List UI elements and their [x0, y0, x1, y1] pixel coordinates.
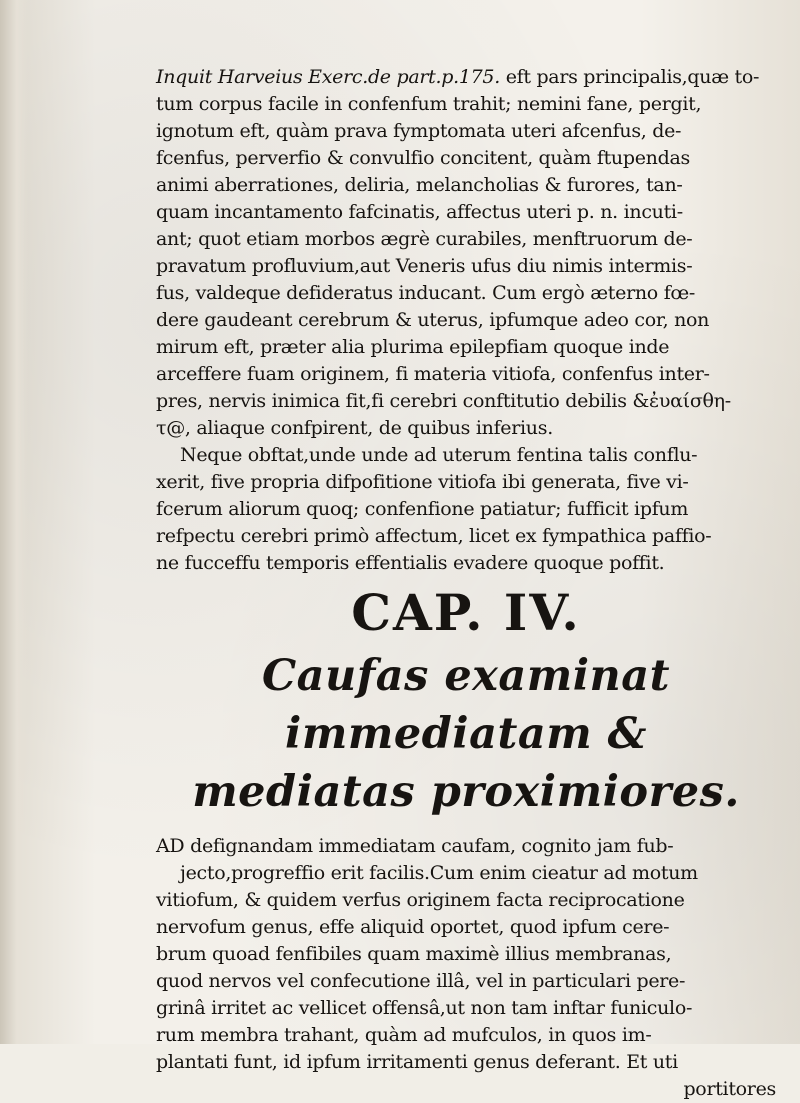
text-line: xerit, five propria difpofitione vitiofa ibi generata, five vi- [156, 471, 689, 493]
text-line: vitiofum, & quidem verfus originem facta reciprocatione [156, 889, 685, 911]
text-line: brum quoad fenfibiles quam maximè illius membranas, [156, 943, 672, 965]
text-line: grinâ irritet ac vellicet offensâ,ut non tam inftar funiculo- [156, 997, 693, 1019]
text-column [156, 64, 776, 1103]
chapter-heading: CAP. IV. [351, 583, 581, 642]
citation: Inquit Harveius Exerc.de part.p.175. [156, 66, 500, 88]
text-line: ant; quot etiam morbos ægrè curabiles, menftruorum de- [156, 228, 693, 250]
text-line: ignotum eft, quàm prava fymptomata uteri afcenfus, de- [156, 120, 682, 142]
text-line: animi aberrationes, deliria, melancholias & furores, tan- [156, 174, 683, 196]
text-line: quam incantamento fafcinatis, affectus uteri p. n. incuti- [156, 201, 683, 223]
text-line: fus, valdeque defideratus inducant. Cum ergò æterno fœ- [156, 282, 696, 304]
text-line: plantati funt, id ipfum irritamenti genus deferant. Et uti [156, 1051, 678, 1073]
text-line: fcenfus, perverfio & convulfio concitent, quàm ftupendas [156, 147, 690, 169]
text-line: refpectu cerebri primò affectum, licet ex fympathica paffio- [156, 525, 712, 547]
text-fragment: eft pars principalis,quæ to- [499, 66, 760, 88]
text-line: nervofum genus, effe aliquid oportet, quod ipfum cere- [156, 916, 670, 938]
text-line: jecto,progreffio erit facilis.Cum enim cieatur ad motum [180, 862, 698, 884]
paragraph-2 [156, 442, 776, 577]
paragraph-3 [156, 833, 776, 1103]
text-line: rum membra trahant, quàm ad mufculos, in quos im- [156, 1024, 652, 1046]
page-gutter-shadow [0, 0, 28, 1044]
text-line [156, 64, 776, 91]
paragraph-1 [156, 64, 776, 442]
text-line: quod nervos vel confecutione illâ, vel in particulari pere- [156, 970, 686, 992]
chapter-subtitle [156, 647, 776, 821]
text-line: tum corpus facile in confenfum trahit; nemini fane, pergit, [156, 93, 702, 115]
text-line: pravatum profluvium,aut Veneris ufus diu nimis intermis- [156, 255, 693, 277]
text-line: τ@, aliaque confpirent, de quibus inferius. [156, 417, 553, 439]
catchword: portitores [683, 1078, 776, 1100]
text-line: mirum eft, præter alia plurima epilepfiam quoque inde [156, 336, 670, 358]
text-line: Neque obftat,unde unde ad uterum fentina talis conflu- [180, 444, 698, 466]
text-line: dere gaudeant cerebrum & uterus, ipfumque adeo cor, non [156, 309, 710, 331]
subtitle-line: mediatas proximiores. [192, 767, 740, 817]
text-line: pres, nervis inimica fit,fi cerebri conftitutio debilis &ἐυαίσθη- [156, 390, 731, 412]
text-line: ne fucceffu temporis effentialis evadere quoque poffit. [156, 552, 665, 574]
text-line: fcerum aliorum quoq; confenfione patiatur; fufficit ipfum [156, 498, 689, 520]
text-line: AD defignandam immediatam caufam, cognito jam fub- [156, 835, 674, 857]
text-line: arceffere fuam originem, fi materia vitiofa, confenfus inter- [156, 363, 710, 385]
subtitle-line: Caufas examinat immediatam & [261, 651, 671, 759]
